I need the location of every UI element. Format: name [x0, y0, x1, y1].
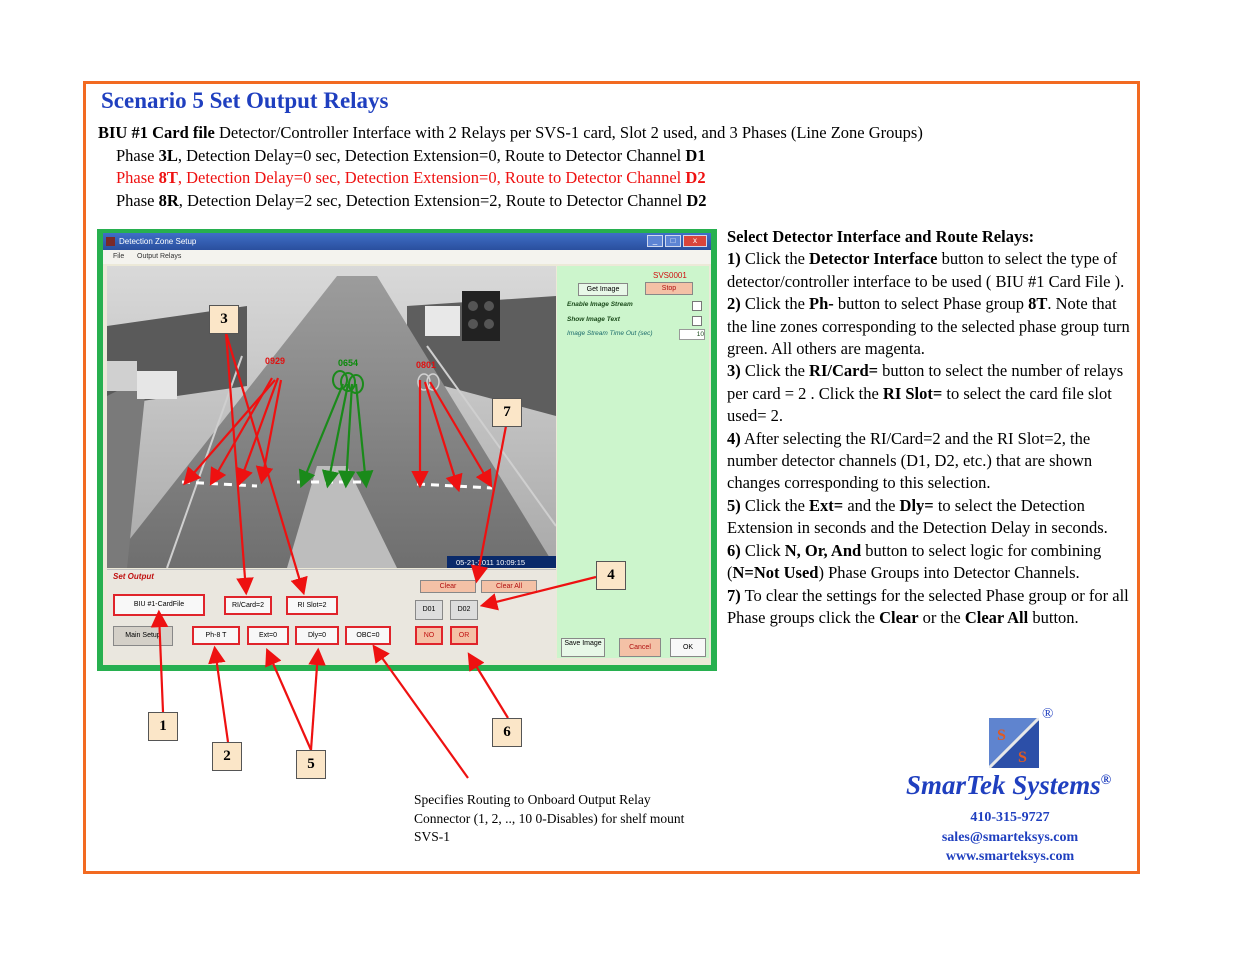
step-text: to select the card file slot used= 2. — [727, 383, 1112, 426]
logo-letter-s-top: S — [997, 727, 1006, 744]
company-email[interactable]: sales@smarteksys.com — [941, 830, 1079, 845]
phase-channel: D2 — [686, 191, 707, 210]
logo-letter-s-bottom: S — [1018, 749, 1027, 766]
step-text: or the — [918, 607, 965, 627]
step-5 — [727, 495, 1132, 540]
step-text: To clear the settings for the selected Phase group or for all Phase groups click the — [727, 585, 1129, 627]
zone-label-right: 0801 — [416, 360, 437, 370]
step-2 — [727, 293, 1132, 360]
callout-6: 6 — [492, 718, 522, 747]
clear-button[interactable]: Clear — [420, 580, 476, 593]
step-text: Click the — [740, 249, 810, 269]
phase-prefix: Phase — [116, 191, 159, 210]
step-text: button to select the number of relays per card = 2 . Click the — [727, 361, 1124, 403]
step-text: button to select Phase group — [833, 294, 1029, 314]
step-bold: RI/Card= — [809, 361, 879, 381]
phase-channel: D1 — [685, 146, 706, 165]
company-registered-mark: ® — [1100, 773, 1112, 788]
obc-note: Specifies Routing to Onboard Output Relay Connector (1, 2, .., 10 0-Disables) for shelf mount SVS-1 — [414, 792, 685, 844]
enable-stream-label: Enable Image Stream — [567, 301, 633, 308]
save-image-button[interactable]: Save Image — [561, 638, 605, 657]
callout-2: 2 — [212, 742, 242, 771]
callout-5: 5 — [296, 750, 326, 779]
company-website[interactable]: www.smarteksys.com — [945, 849, 1075, 864]
step-number: 2) — [727, 294, 741, 314]
step-number: 6) — [727, 540, 741, 560]
logo-registered-mark: ® — [1042, 706, 1054, 722]
main-setup-button[interactable]: Main Setup — [113, 626, 173, 646]
step-4 — [727, 428, 1132, 495]
smartek-logo-icon — [989, 718, 1039, 768]
intro-rest: Detector/Controller Interface with 2 Relays per SVS-1 card, Slot 2 used, and 3 Phases (Line Zone Groups) — [214, 123, 923, 142]
step-6 — [727, 540, 1132, 585]
step-text: . Note that the line zones corresponding to the selected phase group turn green. All others are magenta. — [727, 294, 1130, 359]
step-number: 4) — [727, 428, 741, 448]
ri-slot-button[interactable]: RI Slot=2 — [286, 596, 338, 615]
detector-interface-button[interactable]: BIU #1-CardFile — [113, 594, 205, 616]
show-text-label: Show Image Text — [567, 316, 620, 323]
step-text: Click the — [740, 361, 810, 381]
step-text: After selecting the RI/Card=2 and the RI Slot=2, the number detector channels (D1, D2, etc.) that are shown changes corresponding to this selection. — [727, 428, 1093, 493]
phase-desc: , Detection Delay=0 sec, Detection Extension=0, Route to Detector Channel — [177, 168, 686, 187]
dly-button[interactable]: Dly=0 — [295, 626, 339, 645]
phase-button[interactable]: Ph-8 T — [192, 626, 240, 645]
company-name-text: SmarTek Systems — [906, 770, 1101, 800]
step-bold: RI Slot= — [882, 383, 943, 403]
step-bold: Clear — [879, 607, 919, 627]
close-icon[interactable]: x — [683, 235, 707, 247]
company-phone: 410-315-9727 — [970, 810, 1050, 825]
step-number: 1) — [727, 249, 741, 269]
window-title: Detection Zone Setup — [119, 237, 197, 246]
step-7 — [727, 585, 1132, 630]
d02-channel-button[interactable]: D02 — [450, 600, 478, 620]
ri-card-button[interactable]: RI/Card=2 — [224, 596, 272, 615]
step-text: button to select logic for combining ( — [727, 540, 1102, 583]
phase-id: 3L — [158, 146, 178, 165]
phase-channel: D2 — [685, 168, 706, 187]
step-text: button. — [1028, 607, 1079, 627]
instructions-heading: Select Detector Interface and Route Relays: — [727, 227, 1035, 246]
step-text: to select the Detection Extension in seconds and the Detection Delay in seconds. — [727, 495, 1108, 538]
step-number: 3) — [727, 361, 741, 381]
zone-label-left: 0929 — [265, 356, 286, 366]
step-number: 7) — [727, 585, 741, 605]
callout-1: 1 — [148, 712, 178, 741]
phase-desc: , Detection Delay=2 sec, Detection Extension=2, Route to Detector Channel — [178, 191, 687, 210]
obc-button[interactable]: OBC=0 — [345, 626, 391, 645]
step-bold: Dly= — [899, 495, 934, 515]
timeout-label: Image Stream Time Out (sec) — [567, 330, 653, 337]
set-output-label: Set Output — [113, 572, 154, 581]
phase-desc: , Detection Delay=0 sec, Detection Extension=0, Route to Detector Channel — [177, 146, 686, 165]
callout-4: 4 — [596, 561, 626, 590]
step-bold: 8T — [1028, 294, 1048, 314]
step-bold: Clear All — [964, 607, 1029, 627]
step-bold: N=Not Used — [732, 563, 819, 583]
zone-label-mid: 0654 — [338, 358, 359, 368]
step-text: Click the — [740, 495, 810, 515]
callout-7: 7 — [492, 398, 522, 427]
page-title: Scenario 5 Set Output Relays — [101, 88, 389, 113]
menu-file[interactable]: File — [113, 253, 125, 260]
step-text: and the — [843, 495, 900, 515]
device-id: SVS0001 — [653, 271, 687, 280]
no-logic-button[interactable]: NO — [415, 626, 443, 645]
cancel-button[interactable]: Cancel — [619, 638, 661, 657]
timeout-input[interactable]: 10 — [679, 329, 705, 340]
or-logic-button[interactable]: OR — [450, 626, 478, 645]
step-bold: Detector Interface — [809, 249, 938, 269]
step-text: Click — [740, 540, 785, 560]
step-1 — [727, 248, 1132, 293]
phase-prefix: Phase — [116, 146, 159, 165]
instructions — [727, 226, 1132, 629]
phase-prefix: Phase — [116, 168, 159, 187]
company-name — [906, 770, 1111, 801]
step-text: button to select the type of detector/controller interface to be used ( BIU #1 Card File ). — [727, 249, 1125, 291]
step-bold: Ext= — [809, 495, 844, 515]
step-text: ) Phase Groups into Detector Channels. — [818, 563, 1080, 583]
ok-button[interactable]: OK — [670, 638, 706, 657]
step-text: Click the — [740, 294, 810, 314]
phase-id: 8R — [158, 191, 179, 210]
ext-button[interactable]: Ext=0 — [247, 626, 289, 645]
step-bold: Ph- — [809, 294, 834, 314]
clear-all-button[interactable]: Clear All — [481, 580, 537, 593]
menu-output-relays[interactable]: Output Relays — [137, 253, 182, 260]
maximize-icon[interactable]: □ — [665, 235, 681, 247]
stop-button[interactable]: Stop — [645, 282, 693, 295]
get-image-button[interactable]: Get Image — [578, 283, 628, 296]
minimize-icon[interactable]: _ — [647, 235, 663, 247]
step-number: 5) — [727, 495, 741, 515]
intro-bold: BIU #1 Card file — [98, 123, 215, 142]
d01-channel-button[interactable]: D01 — [415, 600, 443, 620]
phase-id: 8T — [158, 168, 178, 187]
callout-3: 3 — [209, 305, 239, 334]
video-timestamp: 05-21-2011 10:09:15 — [456, 558, 526, 567]
step-3 — [727, 360, 1132, 427]
step-bold: N, Or, And — [784, 540, 862, 560]
